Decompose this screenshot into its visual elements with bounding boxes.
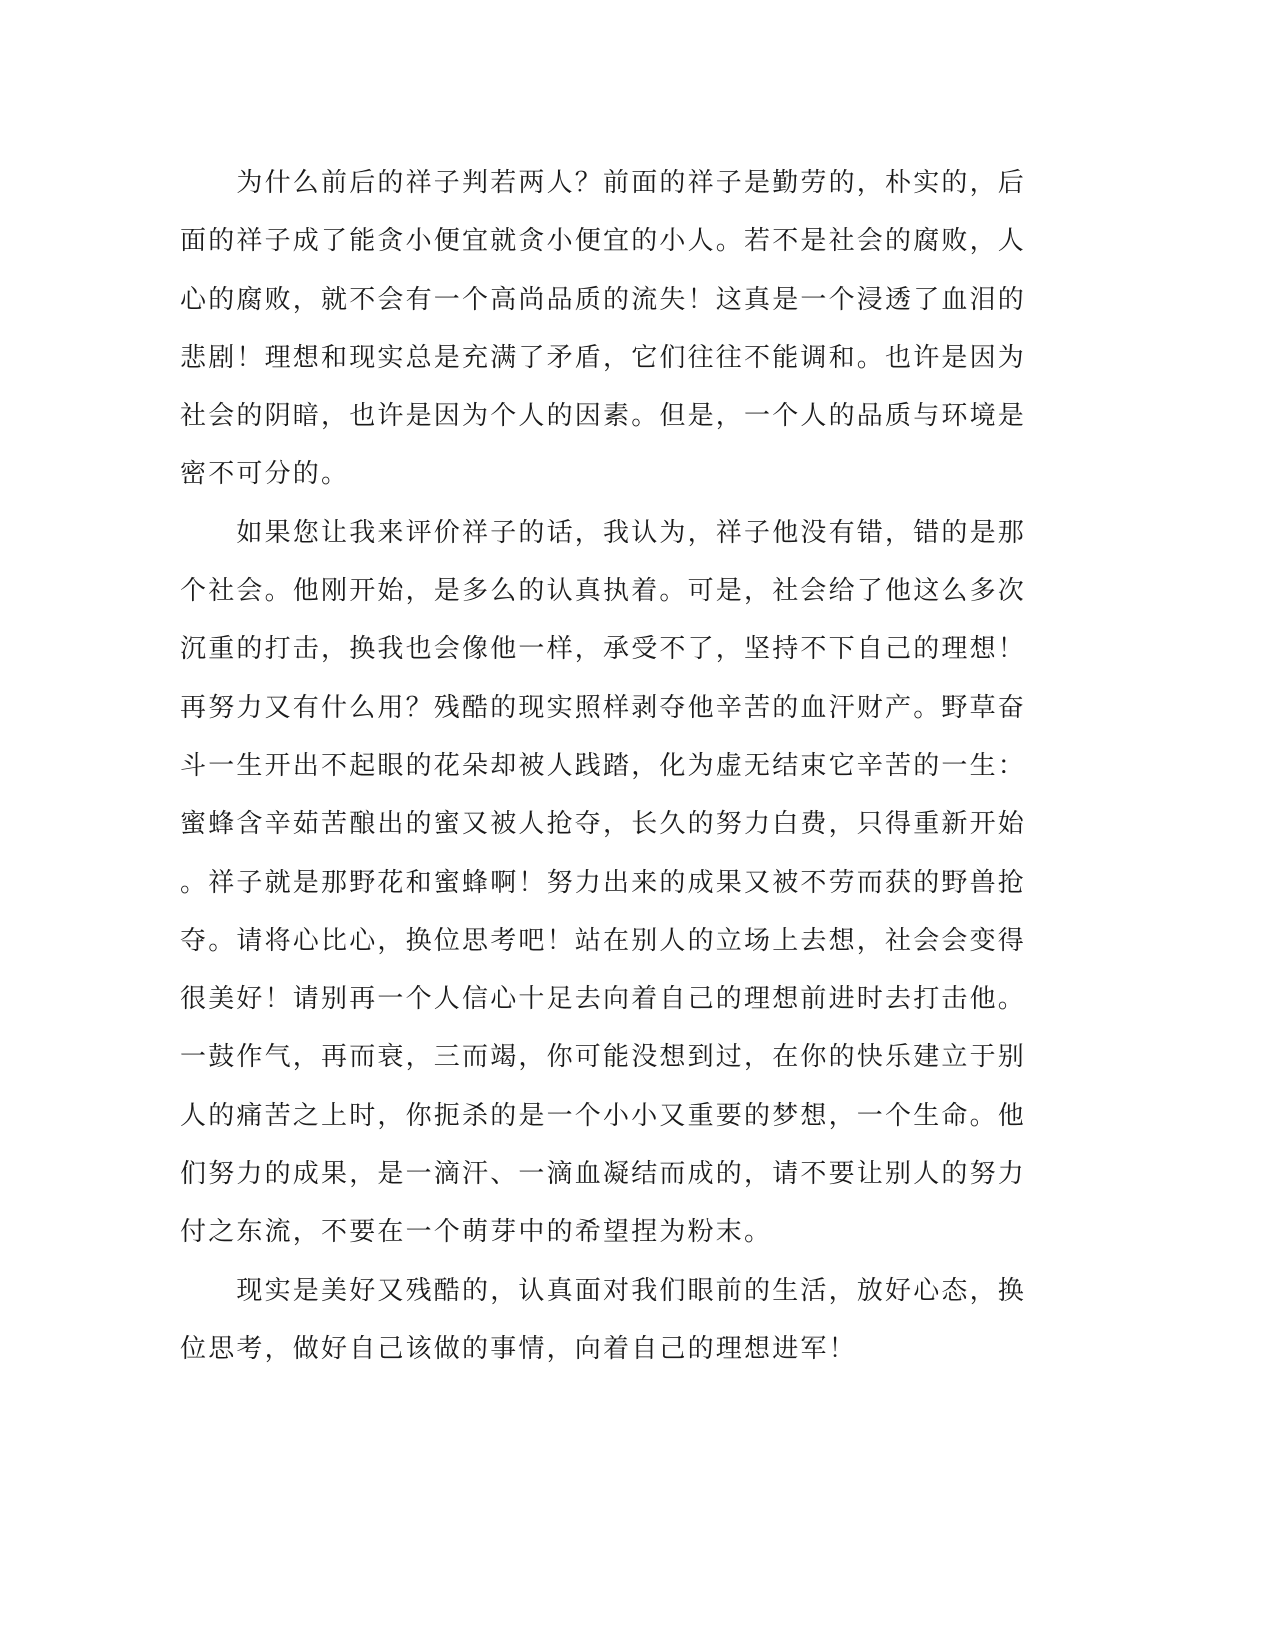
text-line: 斗一生开出不起眼的花朵却被人践踏，化为虚无结束它辛苦的一生：	[180, 750, 1027, 781]
paragraph-1	[180, 154, 1030, 504]
text-line: 悲剧！理想和现实总是充满了矛盾，它们往往不能调和。也许是因为	[180, 342, 1027, 373]
text-line: 人的痛苦之上时，你扼杀的是一个小小又重要的梦想，一个生命。他	[180, 1100, 1027, 1131]
text-line: 为什么前后的祥子判若两人？前面的祥子是勤劳的，朴实的，后	[180, 168, 1027, 198]
text-line: 夺。请将心比心，换位思考吧！站在别人的立场上去想，社会会变得	[180, 925, 1027, 956]
text-line: 们努力的成果，是一滴汗、一滴血凝结而成的，请不要让别人的努力	[180, 1159, 1027, 1190]
text-line: 位思考，做好自己该做的事情，向着自己的理想进军！	[180, 1333, 857, 1364]
text-line: 再努力又有什么用？残酷的现实照样剥夺他辛苦的血汗财产。野草奋	[180, 692, 1027, 723]
text-line: 心的腐败，就不会有一个高尚品质的流失！这真是一个浸透了血泪的	[180, 284, 1027, 315]
text-line: 付之东流，不要在一个萌芽中的希望捏为粉末。	[180, 1217, 773, 1248]
text-line: 。祥子就是那野花和蜜蜂啊！努力出来的成果又被不劳而获的野兽抢	[180, 867, 1027, 898]
text-line: 很美好！请别再一个人信心十足去向着自己的理想前进时去打击他。	[180, 984, 1027, 1015]
text-line: 沉重的打击，换我也会像他一样，承受不了，坚持不下自己的理想！	[180, 634, 1027, 665]
paragraph-2	[180, 504, 1030, 1262]
text-line: 社会的阴暗，也许是因为个人的因素。但是，一个人的品质与环境是	[180, 401, 1027, 432]
text-line: 现实是美好又残酷的，认真面对我们眼前的生活，放好心态，换	[180, 1275, 1027, 1306]
text-line: 密不可分的。	[180, 459, 350, 490]
text-line: 个社会。他刚开始，是多么的认真执着。可是，社会给了他这么多次	[180, 576, 1027, 607]
text-line: 面的祥子成了能贪小便宜就贪小便宜的小人。若不是社会的腐败，人	[180, 226, 1027, 257]
text-line: 如果您让我来评价祥子的话，我认为，祥子他没有错，错的是那	[180, 517, 1027, 548]
paragraph-3	[180, 1262, 1030, 1379]
text-line: 一鼓作气，再而衰，三而竭，你可能没想到过，在你的快乐建立于别	[180, 1042, 1027, 1073]
document-body	[180, 154, 1030, 1378]
text-line: 蜜蜂含辛茹苦酿出的蜜又被人抢夺，长久的努力白费，只得重新开始	[180, 809, 1027, 840]
